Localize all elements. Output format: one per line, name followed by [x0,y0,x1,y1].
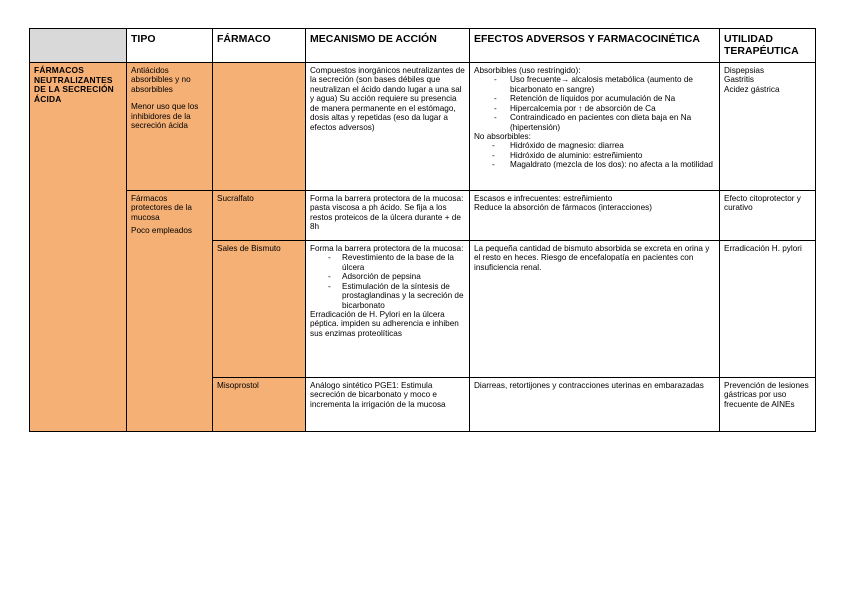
tipo-text: Fármacos protectores de la mucosa [131,194,192,222]
header-empty [30,29,127,63]
list-item: - Hipercalcemia por ↑ de absorción de Ca [474,104,715,113]
list-item: - Uso frecuente→ alcalosis metabólica (aumento de bicarbonato en sangre) [474,75,715,94]
list-item: - Estimulación de la síntesis de prostaglandinas y la secreción de bicarbonato [310,282,465,310]
efectos-intro: No absorbibles: [474,131,531,141]
efectos-intro: Absorbibles (uso restringido): [474,66,581,75]
list-item: - Hidróxido de aluminio: estreñimiento [474,151,715,160]
mecanismo-intro: Forma la barrera protectora de la mucosa: [310,244,464,253]
utilidad-cell: Erradicación H. pylori [720,241,816,378]
tipo-text: Antiácidos absorbibles y no absorbibles [131,66,191,94]
table-row [30,63,816,191]
farmaco-cell [213,63,306,191]
header-tipo: TIPO [127,29,213,63]
mecanismo-cell: Análogo sintético PGE1: Estimula secreción de bicarbonato y moco e incrementa la irrigación de la mucosa [306,378,470,432]
utilidad-cell [720,63,816,191]
header-mecanismo: MECANISMO DE ACCIÓN [306,29,470,63]
list-item: - Revestimiento de la base de la úlcera [310,253,465,272]
efectos-line: Escasos e infrecuentes: estreñimiento [474,194,613,203]
farmaco-cell: Sales de Bismuto [213,241,306,378]
utilidad-item: Dispepsias [724,66,765,75]
mecanismo-text: Compuestos inorgánicos neutralizantes de la secreción (son bases débiles que neutralizan el ácido dando lugar a una sal y agua) Su acción requiere su presencia de manera permanente en el estómago, dosis altas y repetidas (eso da lugar a efectos adversos) [310,66,465,132]
list-item: - Magaldrato (mezcla de los dos): no afecta a la motilidad [474,160,715,169]
list-item: - Contraindicado en pacientes con dieta baja en Na (hipertensión) [474,113,715,132]
efectos-cell [470,191,720,241]
tipo-note: Poco empleados [131,226,192,236]
mecanismo-outro: Erradicación de H. Pylori en la úlcera péptica. impiden su adherencia e inhiben sus enzimas proteolíticas [310,309,459,338]
drug-table [29,28,816,432]
mecanismo-cell [306,63,470,191]
farmaco-cell: Sucralfato [213,191,306,241]
group-label-cell [30,63,127,432]
efectos-cell: Diarreas, retortijones y contracciones uterinas en embarazadas [470,378,720,432]
group-label: FÁRMACOS NEUTRALIZANTES DE LA SECRECIÓN ÁCIDA [34,65,114,104]
utilidad-item: Gastritis [724,75,755,85]
header-efectos: EFECTOS ADVERSOS Y FARMACOCINÉTICA [470,29,720,63]
tipo-cell [127,63,213,191]
list-item: - Adsorción de pepsina [310,272,465,281]
header-utilidad: UTILIDAD TERAPÉUTICA [720,29,816,63]
tipo-cell [127,191,213,432]
utilidad-cell: Prevención de lesiones gástricas por uso frecuente de AINEs [720,378,816,432]
efectos-list [474,75,715,132]
mecanismo-cell: Forma la barrera protectora de la mucosa: pasta viscosa a ph ácido. Se fija a los restos proteicos de la úlcera durante + de 8h [306,191,470,241]
header-farmaco: FÁRMACO [213,29,306,63]
efectos-line: Reduce la absorción de fármacos (interacciones) [474,203,652,213]
utilidad-item: Acidez gástrica [724,84,780,94]
list-item: - Hidróxido de magnesio: diarrea [474,141,715,150]
tipo-note: Menor uso que los inhibidores de la secreción ácida [131,102,199,131]
header-row [30,29,816,63]
list-item: - Retención de líquidos por acumulación de Na [474,94,715,103]
table-row [30,191,816,241]
mecanismo-list [310,253,465,310]
efectos-cell [470,63,720,191]
farmaco-cell: Misoprostol [213,378,306,432]
mecanismo-cell [306,241,470,378]
utilidad-cell: Efecto citoprotector y curativo [720,191,816,241]
efectos-cell: La pequeña cantidad de bismuto absorbida se excreta en orina y el resto en heces. Riesgo de encefalopatía en pacientes con insuficiencia renal. [470,241,720,378]
efectos-list [474,141,715,169]
